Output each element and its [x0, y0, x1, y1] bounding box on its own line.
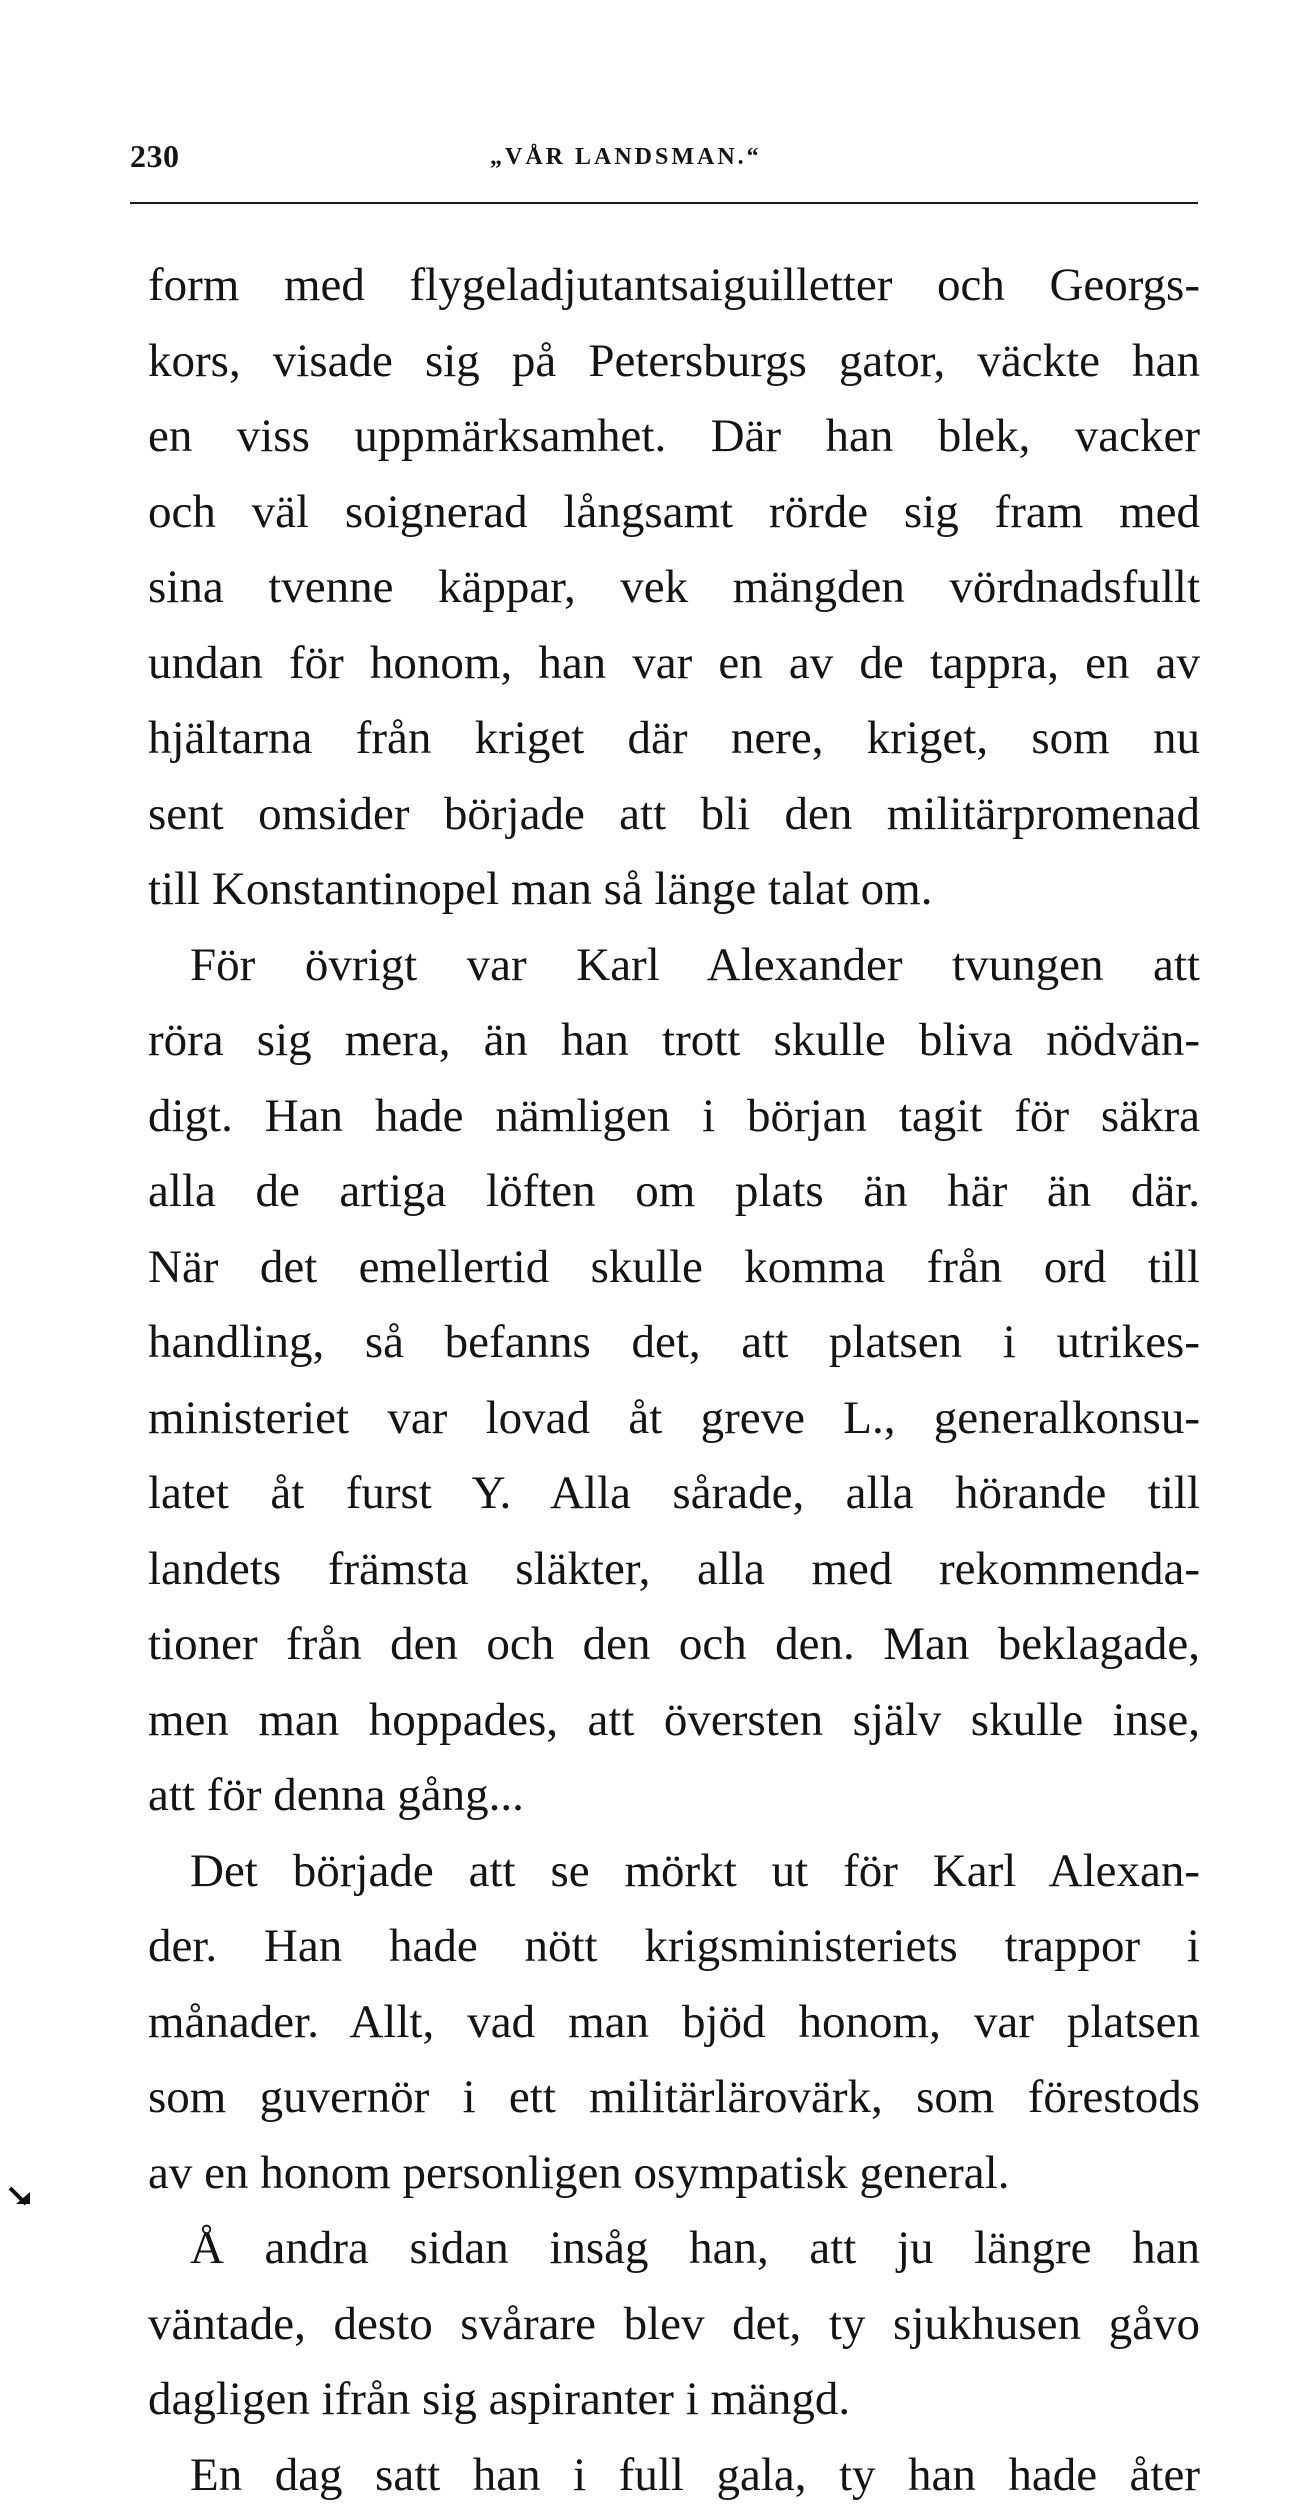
header-rule: [130, 202, 1198, 204]
text-line: alla de artiga löften om plats än här än där.: [148, 1154, 1200, 1230]
running-title: „VÅR LANDSMAN.“: [490, 144, 762, 171]
text-line: Det började att se mörkt ut för Karl Alexan-: [148, 1834, 1200, 1910]
text-line: En dag satt han i full gala, ty han hade åter: [148, 2438, 1200, 2513]
page-number: 230: [130, 138, 180, 175]
text-line: men man hoppades, att översten själv skulle inse,: [148, 1683, 1200, 1759]
text-line: undan för honom, han var en av de tappra, en av: [148, 626, 1200, 702]
text-line: sina tvenne käppar, vek mängden vördnadsfullt: [148, 550, 1200, 626]
text-line: form med flygeladjutantsaiguilletter och Georgs-: [148, 248, 1200, 324]
text-line: landets främsta släkter, alla med rekommenda-: [148, 1532, 1200, 1608]
text-line: att för denna gång...: [148, 1758, 1200, 1834]
text-line: sent omsider började att bli den militärpromenad: [148, 777, 1200, 853]
running-head: [130, 138, 1200, 178]
text-line: handling, så befanns det, att platsen i utrikes-: [148, 1305, 1200, 1381]
text-line: till Konstantinopel man så länge talat om.: [148, 852, 1200, 928]
text-line: dagligen ifrån sig aspiranter i mängd.: [148, 2362, 1200, 2438]
text-line: röra sig mera, än han trott skulle bliva nödvän-: [148, 1003, 1200, 1079]
text-line: När det emellertid skulle komma från ord till: [148, 1230, 1200, 1306]
corner-arrow-icon: [4, 2176, 44, 2216]
text-line: hjältarna från kriget där nere, kriget, som nu: [148, 701, 1200, 777]
text-line: latet åt furst Y. Alla sårade, alla hörande till: [148, 1456, 1200, 1532]
body-text: [148, 248, 1200, 2513]
text-line: månader. Allt, vad man bjöd honom, var platsen: [148, 1985, 1200, 2061]
text-line: och väl soignerad långsamt rörde sig fram med: [148, 475, 1200, 551]
text-line: av en honom personligen osympatisk general.: [148, 2136, 1200, 2212]
text-line: tioner från den och den och den. Man beklagade,: [148, 1607, 1200, 1683]
text-line: kors, visade sig på Petersburgs gator, väckte han: [148, 324, 1200, 400]
text-line: väntade, desto svårare blev det, ty sjukhusen gåvo: [148, 2287, 1200, 2363]
text-line: Å andra sidan insåg han, att ju längre han: [148, 2211, 1200, 2287]
text-line: en viss uppmärksamhet. Där han blek, vacker: [148, 399, 1200, 475]
text-line: För övrigt var Karl Alexander tvungen att: [148, 928, 1200, 1004]
text-line: der. Han hade nött krigsministeriets trappor i: [148, 1909, 1200, 1985]
text-line: digt. Han hade nämligen i början tagit för säkra: [148, 1079, 1200, 1155]
text-line: ministeriet var lovad åt greve L., generalkonsu-: [148, 1381, 1200, 1457]
text-line: som guvernör i ett militärlärovärk, som förestods: [148, 2060, 1200, 2136]
